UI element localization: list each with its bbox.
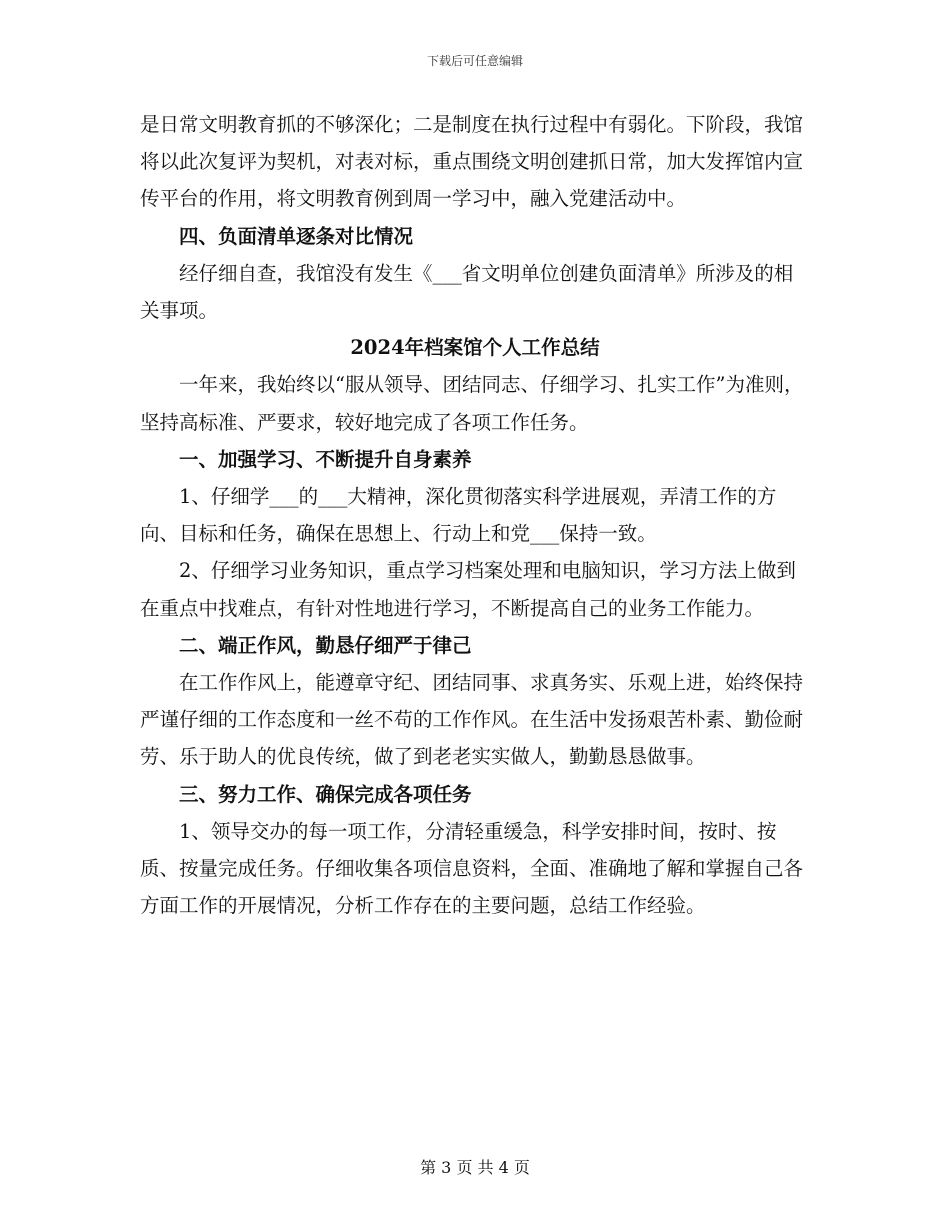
paragraph-item-1: 1、仔细学___的___大精神，深化贯彻落实科学进展观，弄清工作的方向、目标和任务，确保在思想上、行动上和党___保持一致。 [140,485,777,546]
paragraph-work-style: 在工作作风上，能遵章守纪、团结同事、求真务实、乐观上进，始终保持严谨仔细的工作态度和一丝不苟的工作作风。在生活中发扬艰苦朴素、勤俭耐劳、乐于助人的优良传统，做了到老老实实做人，勤勤恳恳做事。 [140,671,804,769]
section-heading-4: 四、负面清单逐条对比情况 [179,224,414,248]
section-heading-2: 二、端正作风，勤恳仔细严于律己 [179,633,472,657]
section-heading-1: 一、加强学习、不断提升自身素养 [179,447,472,471]
paragraph-continuation: 是日常文明教育抓的不够深化；二是制度在执行过程中有弱化。下阶段，我馆将以此次复评为契机，对表对标，重点围绕文明创建抓日常，加大发挥馆内宣传平台的作用，将文明教育例到周一学习中，融入党建活动中。 [140,113,804,211]
paragraph-intro: 一年来，我始终以“服从领导、团结同志、仔细学习、扎实工作”为准则，坚持高标准、严要求，较好地完成了各项工作任务。 [140,373,804,434]
paragraph-self-check: 经仔细自查，我馆没有发生《___省文明单位创建负面清单》所涉及的相关事项。 [140,261,794,323]
page-number-footer: 第 3 页 共 4 页 [420,1158,530,1177]
section-heading-3: 三、努力工作、确保完成各项任务 [179,782,472,806]
paragraph-task-1: 1、领导交办的每一项工作，分清轻重缓急，科学安排时间，按时、按质、按量完成任务。仔细收集各项信息资料，全面、准确地了解和掌握自己各方面工作的开展情况，分析工作存在的主要问题，总结工作经验。 [140,819,804,918]
document-body [140,106,810,924]
page-header-note: 下载后可任意编辑 [426,54,523,68]
paragraph-item-2: 2、仔细学习业务知识，重点学习档案处理和电脑知识，学习方法上做到在重点中找难点，有针对性地进行学习，不断提高自己的业务工作能力。 [140,559,796,620]
document-title: 2024年档案馆个人工作总结 [350,336,600,360]
